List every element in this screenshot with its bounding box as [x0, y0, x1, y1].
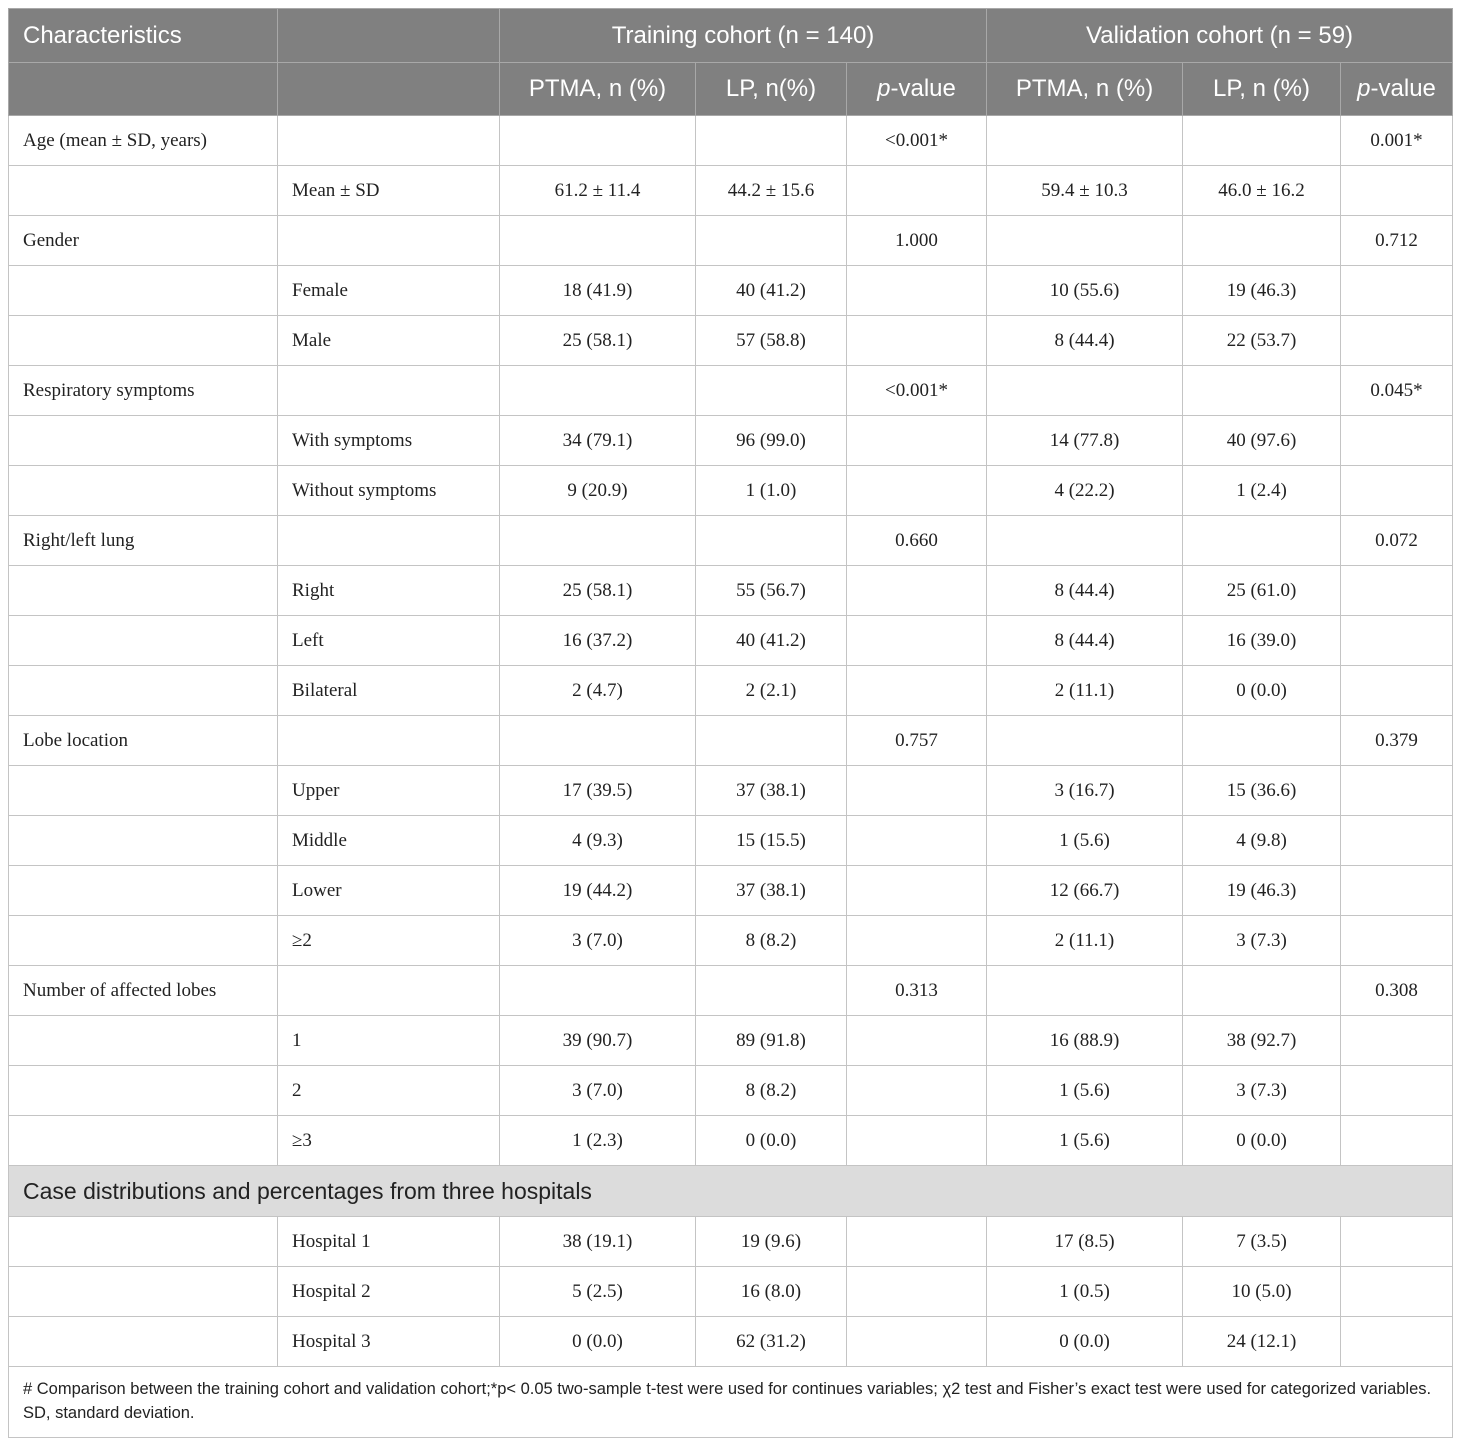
cell-subcategory: Upper: [278, 766, 500, 816]
cell-subcategory: [278, 216, 500, 266]
cell-validation-ptma: 17 (8.5): [987, 1217, 1183, 1267]
cell-training-ptma: [500, 516, 696, 566]
cell-training-lp: [696, 366, 847, 416]
cell-validation-ptma: [987, 366, 1183, 416]
cell-validation-pvalue: [1341, 1267, 1453, 1317]
header-blank: [278, 9, 500, 63]
cell-training-pvalue: [847, 466, 987, 516]
cell-training-lp: 8 (8.2): [696, 916, 847, 966]
cell-training-ptma: 19 (44.2): [500, 866, 696, 916]
cell-characteristic: [9, 166, 278, 216]
cell-subcategory: ≥3: [278, 1116, 500, 1166]
cell-training-pvalue: 1.000: [847, 216, 987, 266]
cell-characteristic: Respiratory symptoms: [9, 366, 278, 416]
cell-validation-ptma: 2 (11.1): [987, 666, 1183, 716]
cell-characteristic: [9, 666, 278, 716]
cell-training-pvalue: <0.001*: [847, 116, 987, 166]
header-training-pvalue: p-value: [847, 63, 987, 116]
cell-training-lp: 57 (58.8): [696, 316, 847, 366]
cell-validation-ptma: [987, 216, 1183, 266]
cell-training-ptma: 3 (7.0): [500, 1066, 696, 1116]
cell-training-ptma: [500, 216, 696, 266]
header-characteristics: Characteristics: [9, 9, 278, 63]
cell-validation-lp: [1183, 516, 1341, 566]
cell-training-ptma: 9 (20.9): [500, 466, 696, 516]
table-row: [9, 566, 1453, 616]
cell-training-ptma: 5 (2.5): [500, 1267, 696, 1317]
cell-validation-lp: 0 (0.0): [1183, 666, 1341, 716]
cell-validation-lp: 38 (92.7): [1183, 1016, 1341, 1066]
cell-validation-lp: [1183, 116, 1341, 166]
cell-training-lp: 89 (91.8): [696, 1016, 847, 1066]
cell-validation-ptma: 12 (66.7): [987, 866, 1183, 916]
cell-training-ptma: 2 (4.7): [500, 666, 696, 716]
cell-validation-pvalue: [1341, 166, 1453, 216]
cell-subcategory: Middle: [278, 816, 500, 866]
cell-training-ptma: 3 (7.0): [500, 916, 696, 966]
cell-validation-pvalue: 0.308: [1341, 966, 1453, 1016]
table-row: [9, 1317, 1453, 1367]
header-training-lp: LP, n(%): [696, 63, 847, 116]
cell-training-lp: [696, 716, 847, 766]
cell-validation-ptma: 16 (88.9): [987, 1016, 1183, 1066]
section-title: Case distributions and percentages from three hospitals: [9, 1166, 1453, 1217]
cell-training-pvalue: 0.313: [847, 966, 987, 1016]
cell-training-pvalue: [847, 1016, 987, 1066]
section-header-body: [9, 1166, 1453, 1217]
cell-validation-pvalue: [1341, 666, 1453, 716]
cell-training-pvalue: 0.757: [847, 716, 987, 766]
cell-subcategory: ≥2: [278, 916, 500, 966]
cell-validation-ptma: 1 (0.5): [987, 1267, 1183, 1317]
table-body: [9, 116, 1453, 1166]
table-row: [9, 516, 1453, 566]
cell-training-pvalue: [847, 916, 987, 966]
table-row: [9, 1016, 1453, 1066]
cell-subcategory: Without symptoms: [278, 466, 500, 516]
header-validation-lp: LP, n (%): [1183, 63, 1341, 116]
cell-training-pvalue: [847, 1066, 987, 1116]
table-row: [9, 266, 1453, 316]
cell-characteristic: [9, 616, 278, 666]
table-row: [9, 166, 1453, 216]
cell-training-pvalue: [847, 616, 987, 666]
cell-training-lp: 62 (31.2): [696, 1317, 847, 1367]
cell-validation-pvalue: [1341, 616, 1453, 666]
cell-validation-ptma: 1 (5.6): [987, 1116, 1183, 1166]
cell-training-lp: 1 (1.0): [696, 466, 847, 516]
cell-validation-ptma: 2 (11.1): [987, 916, 1183, 966]
cell-training-lp: 15 (15.5): [696, 816, 847, 866]
cell-validation-pvalue: [1341, 816, 1453, 866]
cell-validation-ptma: 14 (77.8): [987, 416, 1183, 466]
table-row: [9, 816, 1453, 866]
cell-validation-pvalue: [1341, 466, 1453, 516]
characteristics-table: [8, 8, 1453, 1438]
cell-training-lp: 55 (56.7): [696, 566, 847, 616]
cell-training-lp: 37 (38.1): [696, 766, 847, 816]
cell-training-ptma: 1 (2.3): [500, 1116, 696, 1166]
cell-characteristic: [9, 766, 278, 816]
cell-validation-lp: 15 (36.6): [1183, 766, 1341, 816]
cell-validation-lp: 40 (97.6): [1183, 416, 1341, 466]
cell-training-lp: 19 (9.6): [696, 1217, 847, 1267]
cell-validation-lp: 16 (39.0): [1183, 616, 1341, 666]
cell-training-ptma: 38 (19.1): [500, 1217, 696, 1267]
table-row: [9, 666, 1453, 716]
cell-training-lp: 40 (41.2): [696, 266, 847, 316]
cell-characteristic: [9, 416, 278, 466]
cell-characteristic: Gender: [9, 216, 278, 266]
table-row: [9, 716, 1453, 766]
table-row: [9, 316, 1453, 366]
cell-training-ptma: 61.2 ± 11.4: [500, 166, 696, 216]
table-row: [9, 616, 1453, 666]
cell-training-ptma: [500, 116, 696, 166]
table-row: [9, 416, 1453, 466]
cell-validation-lp: 3 (7.3): [1183, 1066, 1341, 1116]
table-row: [9, 466, 1453, 516]
table-row: [9, 366, 1453, 416]
cell-characteristic: [9, 1116, 278, 1166]
cell-validation-ptma: 8 (44.4): [987, 566, 1183, 616]
cell-training-pvalue: [847, 1217, 987, 1267]
cell-training-pvalue: [847, 866, 987, 916]
header-validation-pvalue: p-value: [1341, 63, 1453, 116]
cell-subcategory: Hospital 2: [278, 1267, 500, 1317]
cell-characteristic: [9, 316, 278, 366]
cell-subcategory: [278, 366, 500, 416]
cell-training-pvalue: [847, 166, 987, 216]
table-container: [8, 8, 1452, 1438]
cell-validation-pvalue: [1341, 866, 1453, 916]
table-row: [9, 916, 1453, 966]
cell-subcategory: [278, 966, 500, 1016]
table-row: [9, 1267, 1453, 1317]
cell-validation-lp: 22 (53.7): [1183, 316, 1341, 366]
cell-validation-lp: [1183, 716, 1341, 766]
cell-training-pvalue: [847, 666, 987, 716]
cell-validation-pvalue: [1341, 566, 1453, 616]
header-blank: [9, 63, 278, 116]
cell-validation-lp: 7 (3.5): [1183, 1217, 1341, 1267]
cell-validation-ptma: 8 (44.4): [987, 616, 1183, 666]
cell-training-lp: 2 (2.1): [696, 666, 847, 716]
cell-training-ptma: 25 (58.1): [500, 566, 696, 616]
cell-training-lp: 16 (8.0): [696, 1267, 847, 1317]
cell-characteristic: [9, 1016, 278, 1066]
cell-training-lp: 96 (99.0): [696, 416, 847, 466]
cell-validation-pvalue: [1341, 1116, 1453, 1166]
cell-validation-pvalue: [1341, 316, 1453, 366]
cell-validation-ptma: 0 (0.0): [987, 1317, 1183, 1367]
cell-characteristic: [9, 1066, 278, 1116]
cell-subcategory: Left: [278, 616, 500, 666]
cell-validation-ptma: [987, 116, 1183, 166]
cell-validation-ptma: 59.4 ± 10.3: [987, 166, 1183, 216]
table-row: [9, 866, 1453, 916]
cell-training-ptma: 16 (37.2): [500, 616, 696, 666]
cell-validation-pvalue: [1341, 1066, 1453, 1116]
cell-training-lp: 8 (8.2): [696, 1066, 847, 1116]
cell-subcategory: 1: [278, 1016, 500, 1066]
cell-training-pvalue: [847, 1317, 987, 1367]
cell-training-ptma: [500, 366, 696, 416]
cell-characteristic: Age (mean ± SD, years): [9, 116, 278, 166]
cell-validation-pvalue: 0.045*: [1341, 366, 1453, 416]
header-training-cohort: Training cohort (n = 140): [500, 9, 987, 63]
cell-training-ptma: 0 (0.0): [500, 1317, 696, 1367]
cell-validation-pvalue: 0.001*: [1341, 116, 1453, 166]
header-training-ptma: PTMA, n (%): [500, 63, 696, 116]
cell-training-lp: [696, 966, 847, 1016]
hospital-table-body: [9, 1217, 1453, 1367]
cell-validation-ptma: [987, 716, 1183, 766]
cell-subcategory: Male: [278, 316, 500, 366]
cell-subcategory: [278, 716, 500, 766]
cell-characteristic: [9, 466, 278, 516]
cell-validation-pvalue: 0.712: [1341, 216, 1453, 266]
cell-characteristic: [9, 566, 278, 616]
header-validation-ptma: PTMA, n (%): [987, 63, 1183, 116]
cell-subcategory: [278, 516, 500, 566]
cell-training-pvalue: <0.001*: [847, 366, 987, 416]
cell-training-ptma: 39 (90.7): [500, 1016, 696, 1066]
cell-validation-lp: 19 (46.3): [1183, 266, 1341, 316]
cell-validation-pvalue: [1341, 1016, 1453, 1066]
cell-validation-ptma: 1 (5.6): [987, 1066, 1183, 1116]
cell-training-lp: [696, 516, 847, 566]
cell-training-pvalue: [847, 566, 987, 616]
table-row: [9, 1116, 1453, 1166]
cell-subcategory: With symptoms: [278, 416, 500, 466]
cell-subcategory: [278, 116, 500, 166]
cell-characteristic: [9, 816, 278, 866]
cell-validation-ptma: 8 (44.4): [987, 316, 1183, 366]
cell-subcategory: Bilateral: [278, 666, 500, 716]
cell-training-lp: [696, 216, 847, 266]
cell-validation-pvalue: [1341, 1317, 1453, 1367]
table-header: [9, 9, 1453, 116]
cell-training-ptma: [500, 716, 696, 766]
cell-validation-ptma: [987, 516, 1183, 566]
cell-characteristic: [9, 916, 278, 966]
cell-subcategory: Lower: [278, 866, 500, 916]
cell-training-pvalue: [847, 1267, 987, 1317]
cell-validation-lp: 46.0 ± 16.2: [1183, 166, 1341, 216]
cell-characteristic: Number of affected lobes: [9, 966, 278, 1016]
cell-subcategory: Hospital 1: [278, 1217, 500, 1267]
cell-training-pvalue: [847, 1116, 987, 1166]
cell-characteristic: Lobe location: [9, 716, 278, 766]
cell-validation-lp: [1183, 216, 1341, 266]
cell-training-lp: 0 (0.0): [696, 1116, 847, 1166]
cell-validation-pvalue: 0.072: [1341, 516, 1453, 566]
cell-training-pvalue: [847, 816, 987, 866]
table-row: [9, 1066, 1453, 1116]
cell-characteristic: [9, 266, 278, 316]
cell-validation-lp: 19 (46.3): [1183, 866, 1341, 916]
cell-validation-pvalue: [1341, 916, 1453, 966]
cell-validation-ptma: 3 (16.7): [987, 766, 1183, 816]
header-blank: [278, 63, 500, 116]
table-row: [9, 116, 1453, 166]
cell-characteristic: [9, 866, 278, 916]
cell-subcategory: Right: [278, 566, 500, 616]
cell-training-ptma: 17 (39.5): [500, 766, 696, 816]
cell-training-ptma: 4 (9.3): [500, 816, 696, 866]
cell-subcategory: 2: [278, 1066, 500, 1116]
table-row: [9, 966, 1453, 1016]
cell-validation-lp: 24 (12.1): [1183, 1317, 1341, 1367]
cell-validation-pvalue: [1341, 1217, 1453, 1267]
footnote-body: [9, 1367, 1453, 1438]
cell-characteristic: [9, 1217, 278, 1267]
cell-training-ptma: [500, 966, 696, 1016]
table-row: [9, 766, 1453, 816]
cell-training-lp: 40 (41.2): [696, 616, 847, 666]
cell-training-ptma: 34 (79.1): [500, 416, 696, 466]
cell-characteristic: [9, 1317, 278, 1367]
cell-validation-lp: 25 (61.0): [1183, 566, 1341, 616]
cell-validation-lp: [1183, 366, 1341, 416]
cell-validation-ptma: 1 (5.6): [987, 816, 1183, 866]
cell-characteristic: [9, 1267, 278, 1317]
cell-training-pvalue: [847, 316, 987, 366]
cell-training-pvalue: [847, 416, 987, 466]
header-validation-cohort: Validation cohort (n = 59): [987, 9, 1453, 63]
cell-validation-pvalue: [1341, 766, 1453, 816]
cell-validation-ptma: [987, 966, 1183, 1016]
cell-validation-pvalue: [1341, 266, 1453, 316]
table-footnote: # Comparison between the training cohort and validation cohort;*p< 0.05 two-sample t-test were used for continues variables; χ2 test and Fisher’s exact test were used for categorized variables. SD, standard deviation.: [9, 1367, 1453, 1438]
cell-characteristic: Right/left lung: [9, 516, 278, 566]
cell-training-pvalue: [847, 266, 987, 316]
cell-training-pvalue: [847, 766, 987, 816]
cell-training-lp: [696, 116, 847, 166]
cell-subcategory: Hospital 3: [278, 1317, 500, 1367]
cell-training-ptma: 25 (58.1): [500, 316, 696, 366]
cell-validation-ptma: 10 (55.6): [987, 266, 1183, 316]
cell-validation-lp: 3 (7.3): [1183, 916, 1341, 966]
cell-training-ptma: 18 (41.9): [500, 266, 696, 316]
cell-training-pvalue: 0.660: [847, 516, 987, 566]
cell-validation-pvalue: 0.379: [1341, 716, 1453, 766]
cell-subcategory: Female: [278, 266, 500, 316]
cell-subcategory: Mean ± SD: [278, 166, 500, 216]
cell-validation-ptma: 4 (22.2): [987, 466, 1183, 516]
cell-validation-pvalue: [1341, 416, 1453, 466]
cell-training-lp: 44.2 ± 15.6: [696, 166, 847, 216]
cell-validation-lp: 10 (5.0): [1183, 1267, 1341, 1317]
cell-validation-lp: 4 (9.8): [1183, 816, 1341, 866]
cell-validation-lp: 1 (2.4): [1183, 466, 1341, 516]
cell-training-lp: 37 (38.1): [696, 866, 847, 916]
table-row: [9, 1217, 1453, 1267]
cell-validation-lp: 0 (0.0): [1183, 1116, 1341, 1166]
cell-validation-lp: [1183, 966, 1341, 1016]
table-row: [9, 216, 1453, 266]
